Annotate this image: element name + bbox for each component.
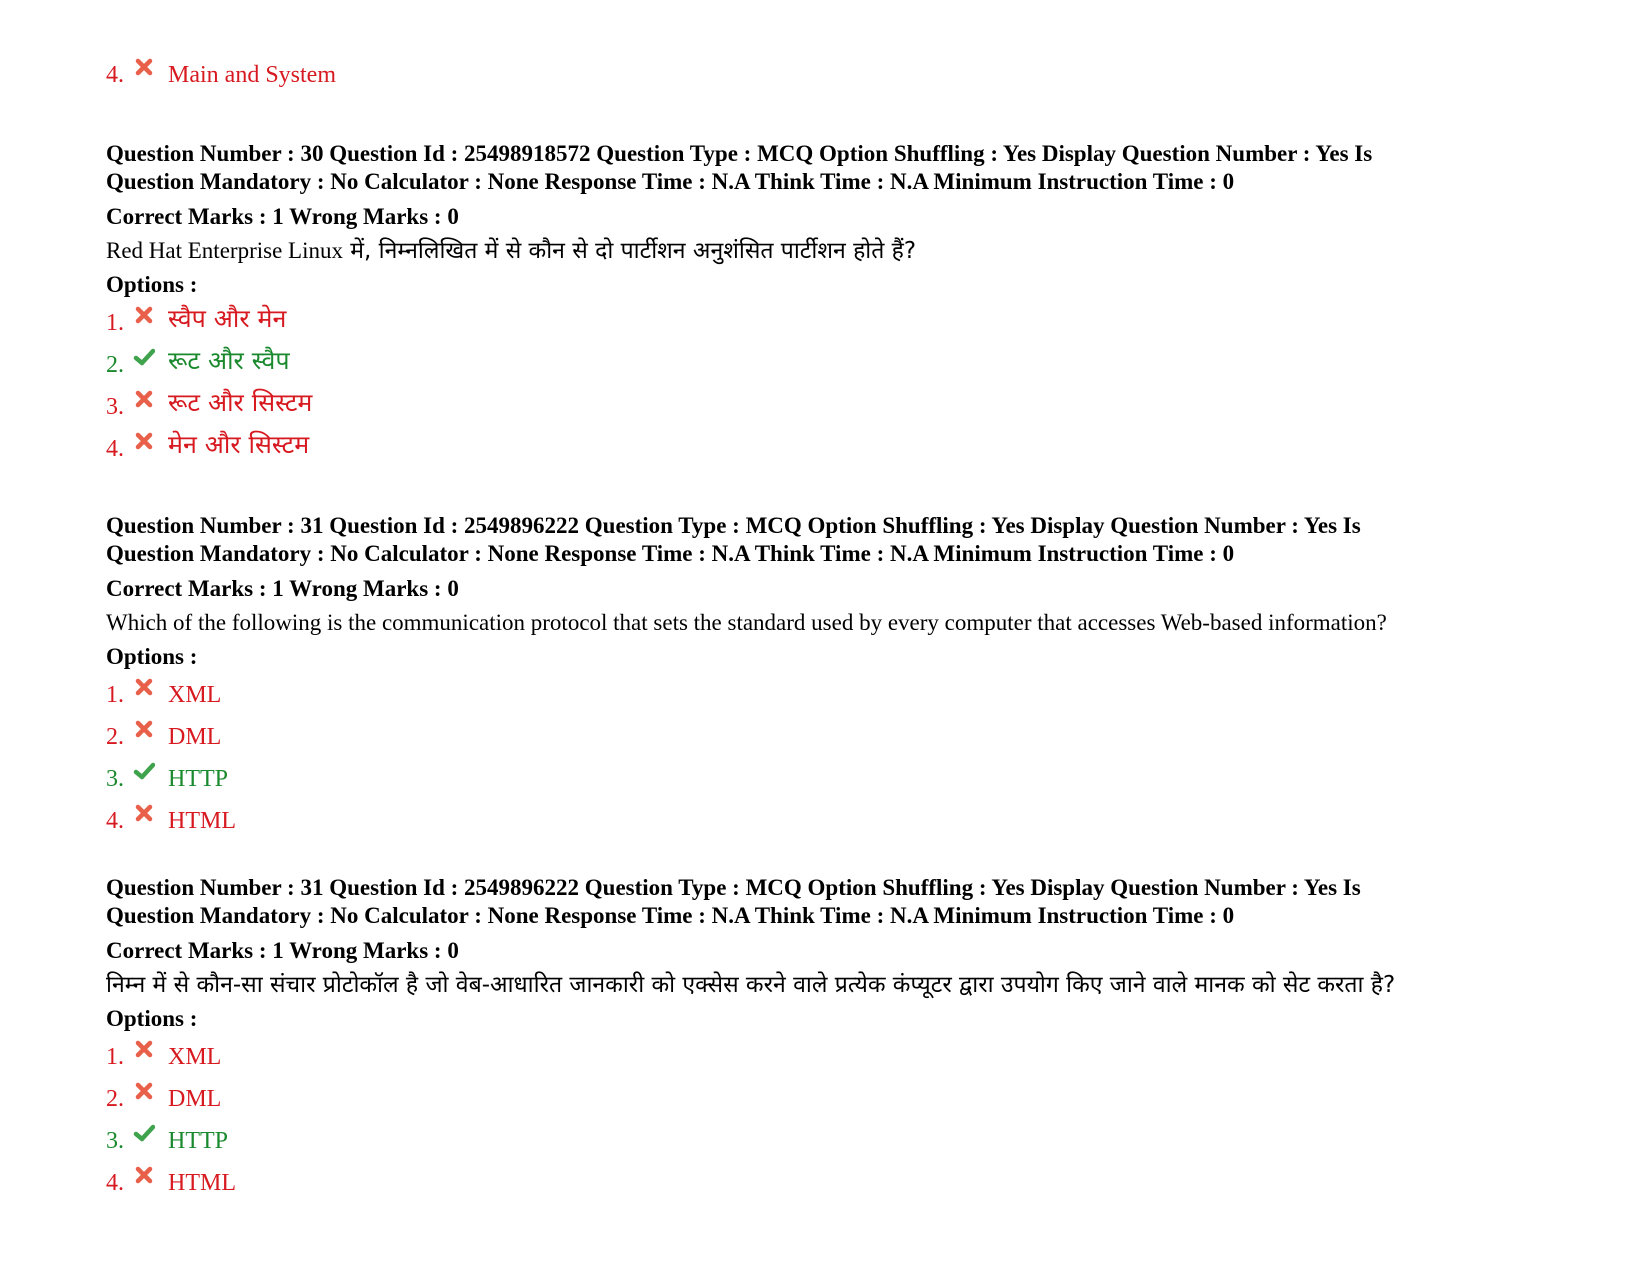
options-list — [106, 676, 1626, 836]
option-item — [106, 56, 336, 90]
option-number: 3. — [106, 394, 124, 420]
cross-icon — [133, 1080, 157, 1104]
option-number: 2. — [106, 1086, 124, 1112]
cross-icon — [133, 388, 157, 412]
question-meta-line: Question Number : 31 Question Id : 2549896222 Question Type : MCQ Option Shuffling : Yes Display Question Number : Yes Is — [106, 875, 1361, 900]
option-text: स्वैप और मेन — [168, 304, 287, 333]
question-text — [106, 236, 1626, 266]
option-number: 2. — [106, 724, 124, 750]
check-icon — [133, 346, 157, 370]
marks-line: Correct Marks : 1 Wrong Marks : 0 — [106, 938, 459, 963]
option-text: रूट और स्वैप — [168, 346, 290, 375]
option-item — [106, 1080, 1626, 1114]
option-number: 1. — [106, 310, 124, 336]
option-number: 1. — [106, 682, 124, 708]
options-list — [106, 304, 1626, 464]
question-meta-line: Question Mandatory : No Calculator : None Response Time : N.A Think Time : N.A Minimum Instruction Time : 0 — [106, 903, 1235, 928]
option-text: XML — [168, 682, 222, 708]
question-block — [106, 512, 1626, 844]
option-item — [106, 802, 1626, 836]
options-label: Options : — [106, 644, 198, 669]
question-text: Which of the following is the communication protocol that sets the standard used by every computer that accesses Web-based information? — [106, 610, 1387, 635]
option-item — [106, 760, 1626, 794]
options-list — [106, 1038, 1626, 1198]
option-number: 4. — [106, 1170, 124, 1196]
option-item — [106, 676, 1626, 710]
option-number: 4. — [106, 62, 124, 88]
option-item — [106, 346, 1626, 380]
cross-icon — [133, 1038, 157, 1062]
option-item — [106, 718, 1626, 752]
question-text-latin: Red Hat Enterprise Linux — [106, 238, 343, 263]
cross-icon — [133, 802, 157, 826]
option-item — [106, 388, 1626, 422]
option-text: मेन और सिस्टम — [168, 430, 310, 459]
question-text-hindi: में, निम्नलिखित में से कौन से दो पार्टीशन अनुशंसित पार्टीशन होते हैं? — [342, 238, 917, 264]
question-text — [106, 970, 1626, 1000]
option-text: रूट और सिस्टम — [168, 388, 313, 417]
question-block — [106, 140, 1626, 472]
option-item — [106, 1122, 1626, 1156]
option-item — [106, 1038, 1626, 1072]
option-text: HTML — [168, 808, 236, 834]
marks-line: Correct Marks : 1 Wrong Marks : 0 — [106, 576, 459, 601]
option-text: XML — [168, 1044, 222, 1070]
option-item — [106, 304, 1626, 338]
question-meta-line: Question Mandatory : No Calculator : None Response Time : N.A Think Time : N.A Minimum Instruction Time : 0 — [106, 169, 1235, 194]
cross-icon — [133, 56, 157, 80]
options-label: Options : — [106, 272, 198, 297]
check-icon — [133, 1122, 157, 1146]
marks-line: Correct Marks : 1 Wrong Marks : 0 — [106, 204, 459, 229]
question-meta-line: Question Number : 30 Question Id : 25498918572 Question Type : MCQ Option Shuffling : Yes Display Question Number : Yes Is — [106, 141, 1373, 166]
cross-icon — [133, 1164, 157, 1188]
option-text: HTTP — [168, 1128, 228, 1154]
option-text: HTTP — [168, 766, 228, 792]
question-meta-line: Question Number : 31 Question Id : 2549896222 Question Type : MCQ Option Shuffling : Yes Display Question Number : Yes Is — [106, 513, 1361, 538]
option-number: 1. — [106, 1044, 124, 1070]
option-text: DML — [168, 1086, 222, 1112]
option-number: 2. — [106, 352, 124, 378]
option-number: 3. — [106, 1128, 124, 1154]
option-item — [106, 1164, 1626, 1198]
option-number: 3. — [106, 766, 124, 792]
option-text: DML — [168, 724, 222, 750]
check-icon — [133, 760, 157, 784]
option-item — [106, 430, 1626, 464]
question-text-hindi: निम्न में से कौन-सा संचार प्रोटोकॉल है जो वेब-आधारित जानकारी को एक्सेस करने वाले प्रत्येक कंप्यूटर द्वारा उपयोग किए जाने वाले मानक को सेट करता है? — [106, 972, 1396, 998]
option-text: HTML — [168, 1170, 236, 1196]
option-number: 4. — [106, 436, 124, 462]
options-label: Options : — [106, 1006, 198, 1031]
question-meta-line: Question Mandatory : No Calculator : None Response Time : N.A Think Time : N.A Minimum Instruction Time : 0 — [106, 541, 1235, 566]
cross-icon — [133, 718, 157, 742]
cross-icon — [133, 304, 157, 328]
cross-icon — [133, 430, 157, 454]
option-number: 4. — [106, 808, 124, 834]
question-block — [106, 874, 1626, 1206]
option-text: Main and System — [168, 62, 336, 88]
cross-icon — [133, 676, 157, 700]
